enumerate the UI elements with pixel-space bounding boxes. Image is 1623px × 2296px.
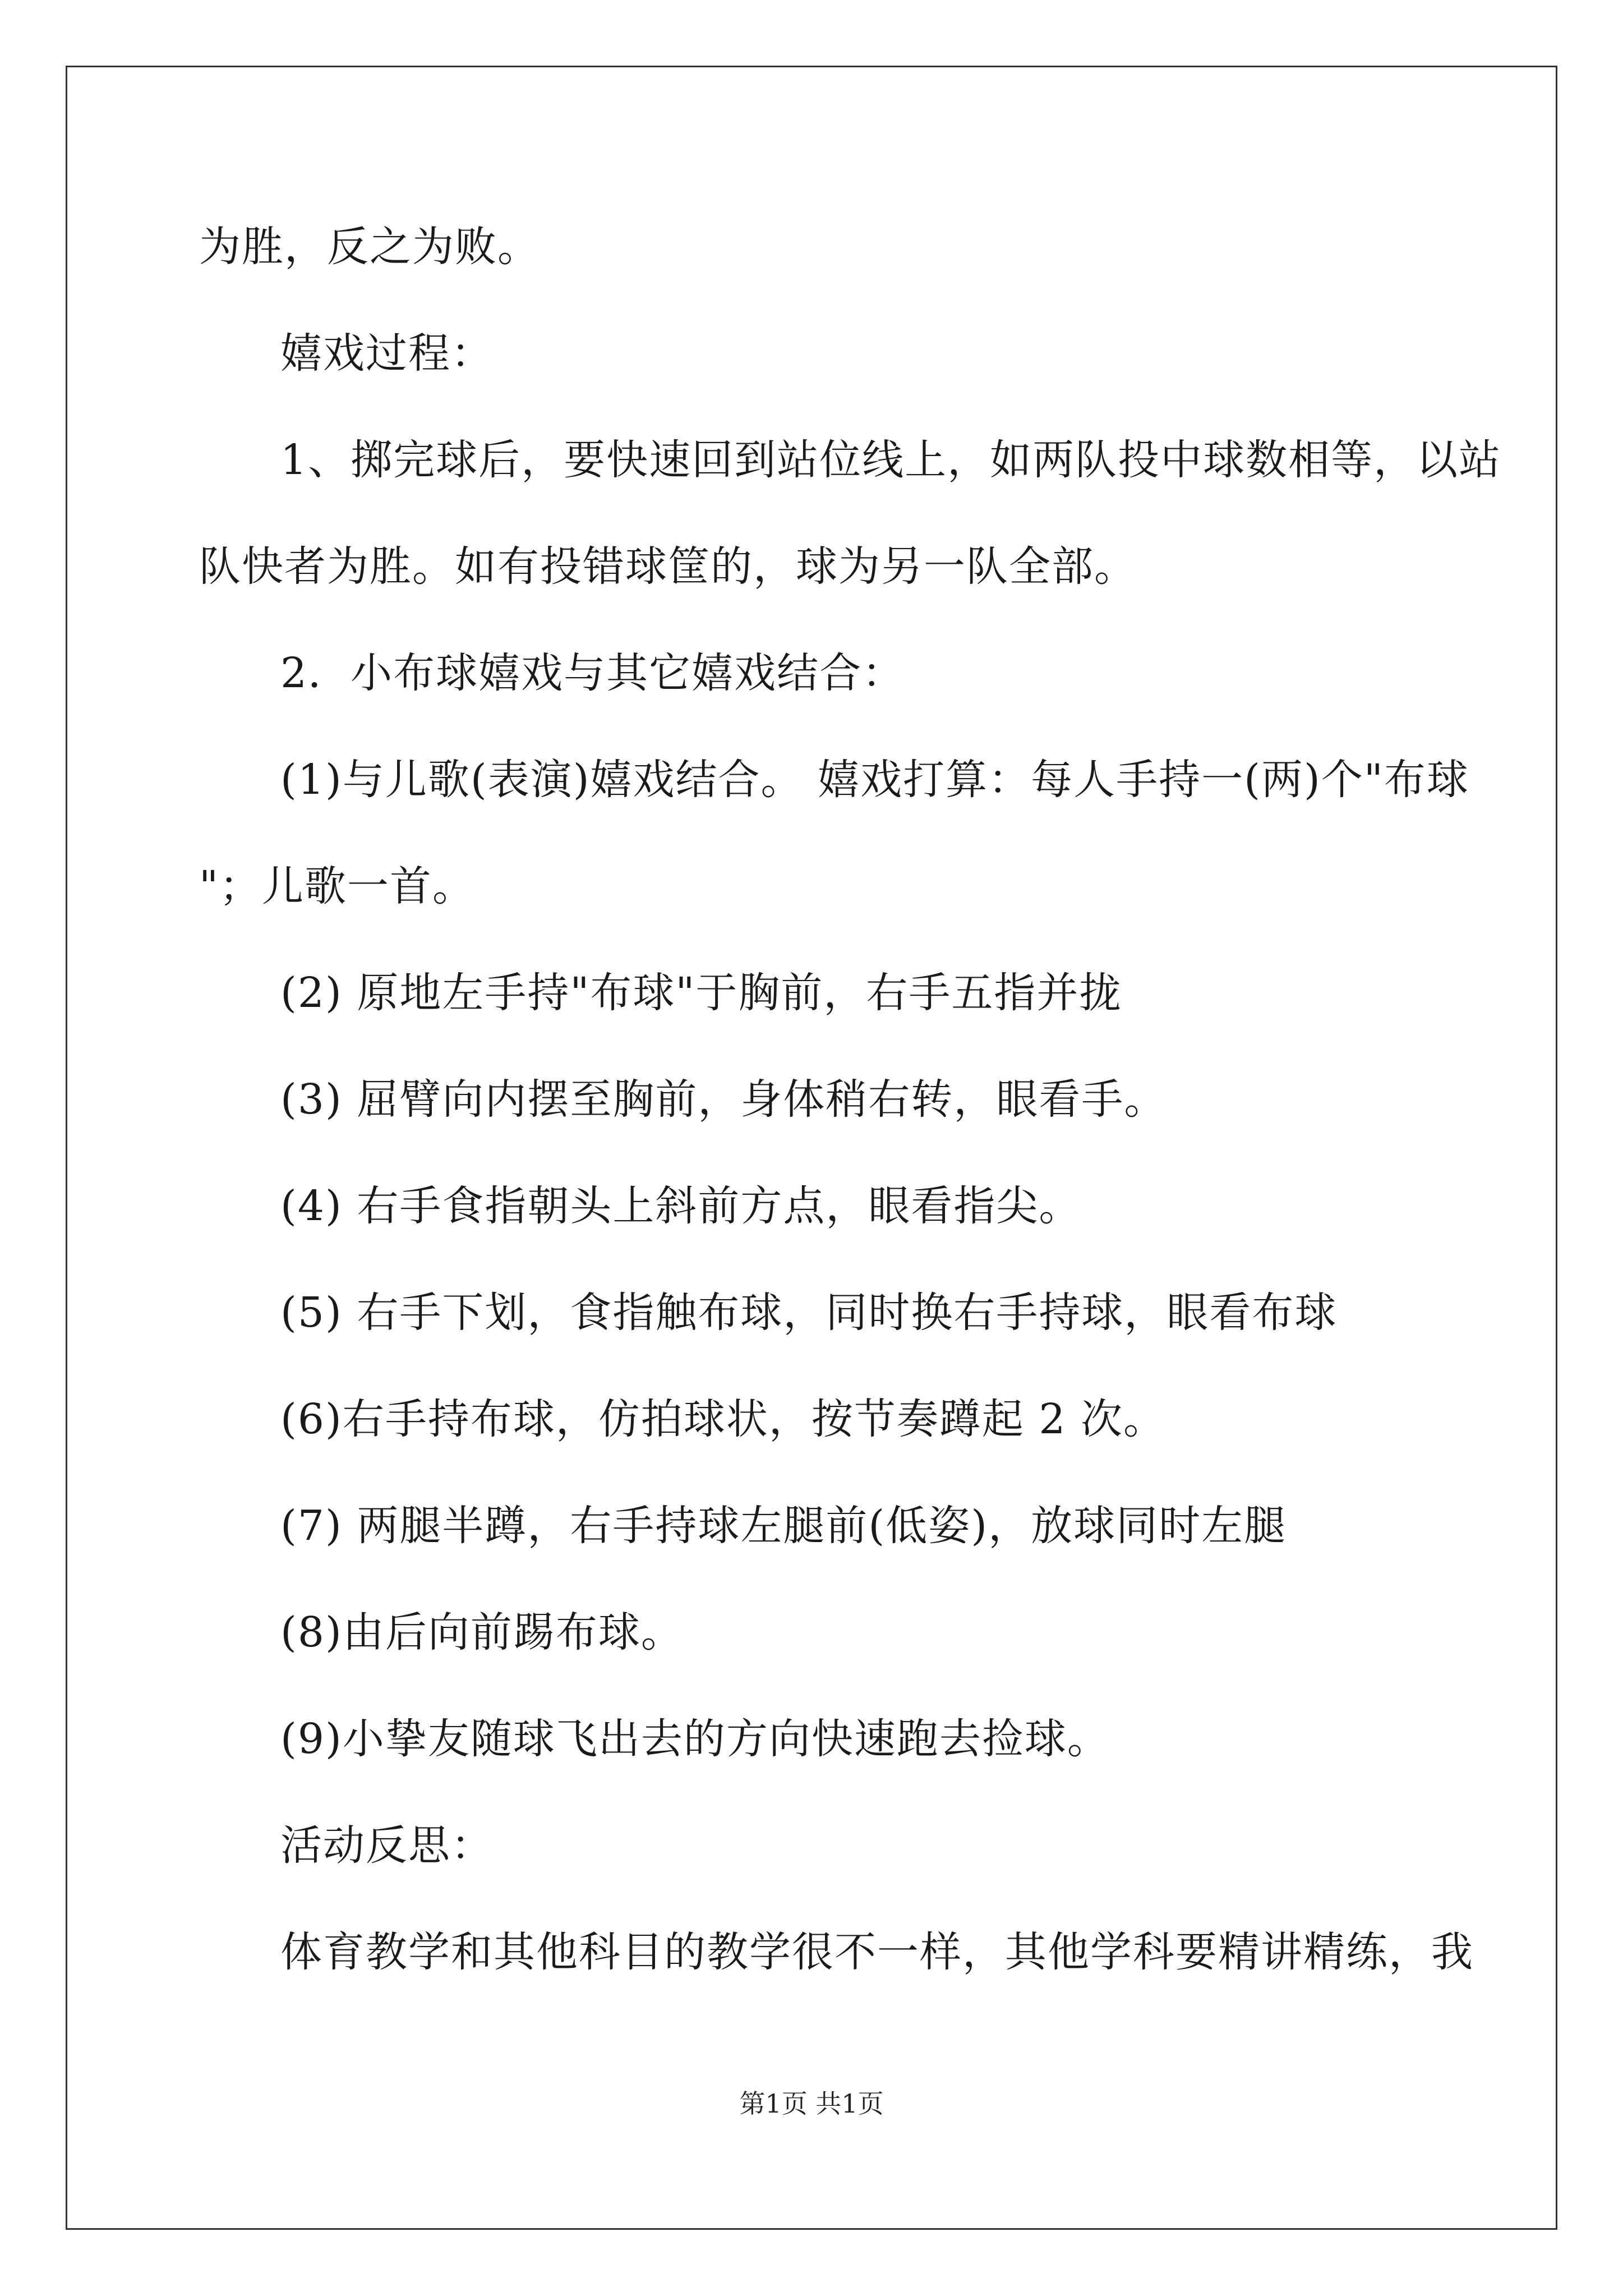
text-line: 队快者为胜。如有投错球筐的，球为另一队全部。 [199, 542, 1137, 591]
text-line: 为胜，反之为败。 [199, 223, 540, 271]
text-line: 体育教学和其他科目的教学很不一样，其他学科要精讲精练，我 [280, 1928, 1474, 1976]
text-line: 活动反思： [280, 1821, 494, 1870]
text-line: (7) 两腿半蹲，右手持球左腿前(低姿)，放球同时左腿 [280, 1502, 1287, 1550]
text-line: 嬉戏过程： [280, 329, 494, 378]
text-line: (4) 右手食指朝头上斜前方点，眼看指尖。 [280, 1182, 1082, 1230]
text-line: (9)小挚友随球飞出去的方向快速跑去捡球。 [280, 1715, 1110, 1763]
text-line: "；儿歌一首。 [199, 862, 476, 910]
text-line: (2) 原地左手持"布球"于胸前，右手五指并拢 [280, 969, 1122, 1017]
text-line: 2．小布球嬉戏与其它嬉戏结合： [280, 649, 905, 697]
text-line: 1、掷完球后，要快速回到站位线上，如两队投中球数相等，以站 [280, 436, 1502, 484]
page-number-footer: 第1页 共1页 [739, 2088, 884, 2119]
text-line: (3) 屈臂向内摆至胸前，身体稍右转，眼看手。 [280, 1075, 1167, 1124]
page-border [66, 66, 1557, 2230]
text-line: (5) 右手下划，食指触布球，同时换右手持球，眼看布球 [280, 1289, 1338, 1337]
text-line: (8)由后向前踢布球。 [280, 1608, 684, 1657]
text-line: (1)与儿歌(表演)嬉戏结合。 嬉戏打算：每人手持一(两)个"布球 [280, 756, 1469, 804]
text-line: (6)右手持布球，仿拍球状，按节奏蹲起 2 次。 [280, 1395, 1166, 1443]
